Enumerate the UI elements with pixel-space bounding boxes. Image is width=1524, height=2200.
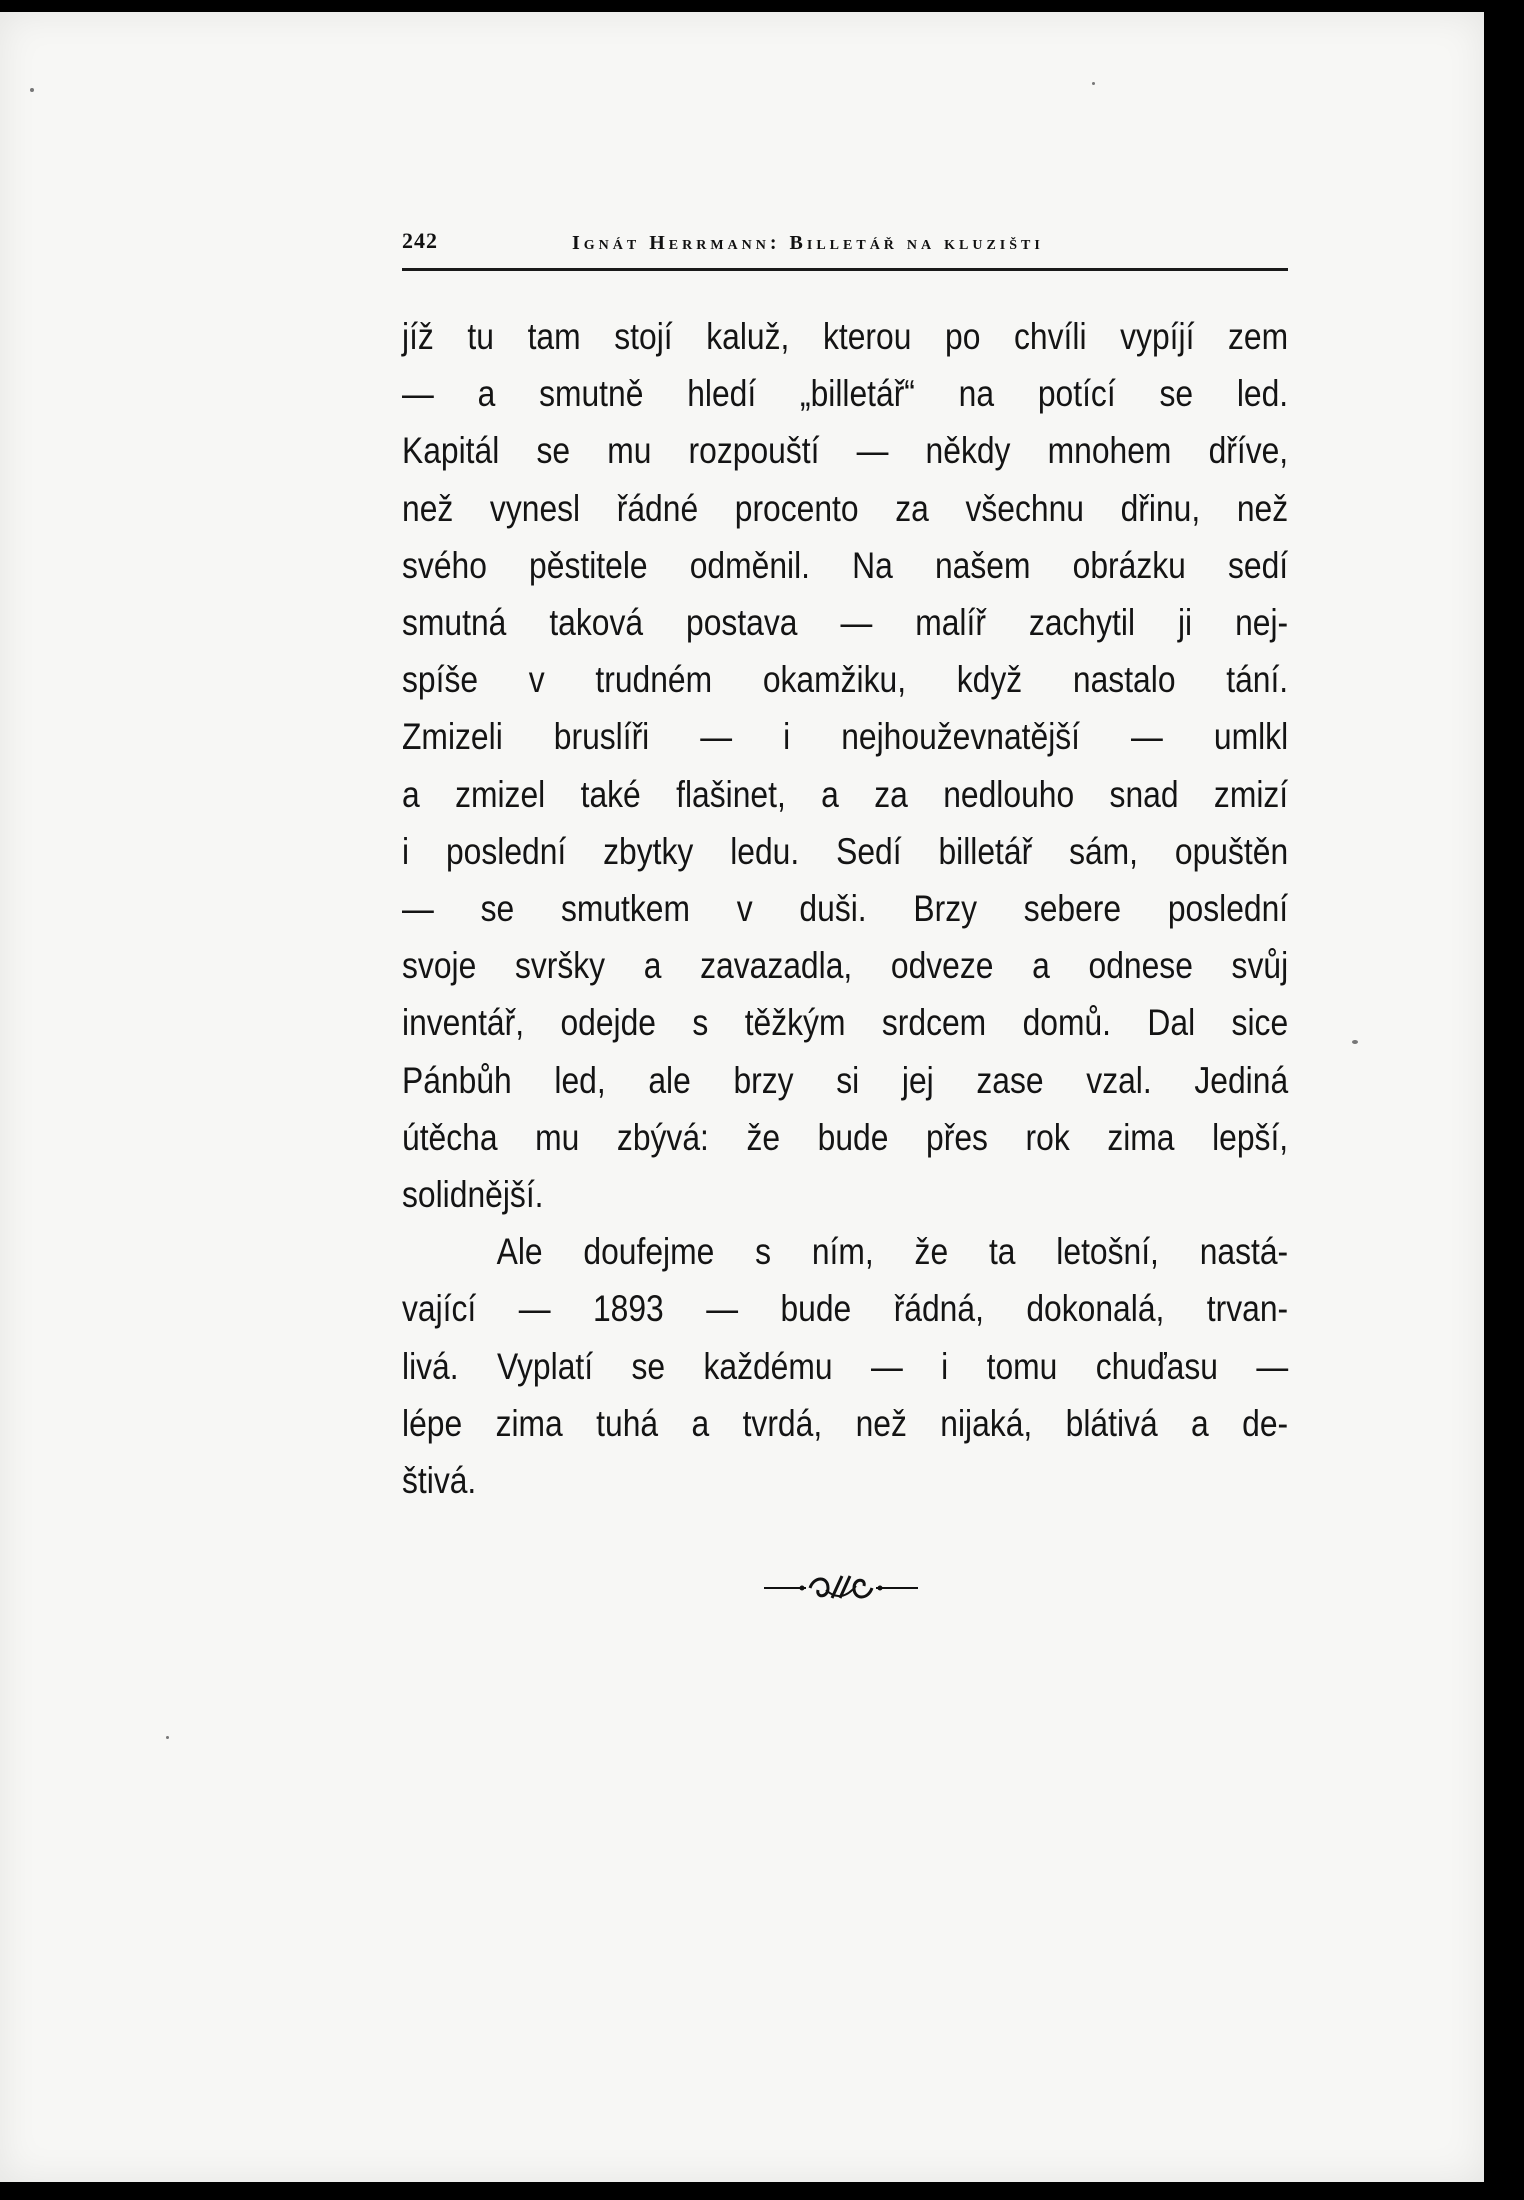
text-line: livá. Vyplatí se každému — i tomu chuďasu — bbox=[402, 1345, 1289, 1387]
text-line: spíše v trudném okamžiku, když nastalo tání. bbox=[402, 659, 1289, 701]
scan-border bbox=[1484, 0, 1524, 2200]
paper-speck bbox=[1092, 82, 1095, 85]
paragraph bbox=[402, 1223, 1288, 1509]
paper-speck bbox=[166, 1736, 169, 1739]
page-number: 242 bbox=[402, 228, 438, 253]
text-line: — a smutně hledí „billetář“ na potící se led. bbox=[402, 373, 1289, 415]
paper-speck bbox=[1352, 1040, 1358, 1044]
text-line: Kapitál se mu rozpouští — někdy mnohem dříve, bbox=[402, 430, 1289, 472]
text-line: inventář, odejde s těžkým srdcem domů. Dal sice bbox=[402, 1002, 1289, 1044]
paragraph bbox=[402, 308, 1288, 1223]
text-line: štivá. bbox=[402, 1460, 477, 1502]
paper-speck bbox=[30, 88, 34, 92]
text-line: Pánbůh led, ale brzy si jej zase vzal. Jediná bbox=[402, 1059, 1289, 1101]
running-head: Ignát Herrmann: Billetář na kluzišti bbox=[572, 232, 1044, 254]
text-line: útěcha mu zbývá: že bude přes rok zima lepší, bbox=[402, 1116, 1289, 1158]
text-line: svého pěstitele odměnil. Na našem obrázku sedí bbox=[402, 544, 1289, 586]
text-line: vající — 1893 — bude řádná, dokonalá, trvan- bbox=[402, 1288, 1289, 1330]
text-line: solidnější. bbox=[402, 1174, 544, 1216]
text-line: smutná taková postava — malíř zachytil ji nej- bbox=[402, 602, 1289, 644]
page-header bbox=[402, 224, 1288, 271]
text-line: — se smutkem v duši. Brzy sebere poslední bbox=[402, 888, 1289, 930]
text-line: a zmizel také flašinet, a za nedlouho snad zmizí bbox=[402, 773, 1289, 815]
text-line: jíž tu tam stojí kaluž, kterou po chvíli vypíjí zem bbox=[402, 316, 1289, 357]
text-line: Ale doufejme s ním, že ta letošní, nastá- bbox=[496, 1231, 1289, 1273]
body-text bbox=[402, 308, 1288, 1509]
text-line: než vynesl řádné procento za všechnu dřinu, než bbox=[402, 487, 1289, 529]
decorative-flourish-icon bbox=[762, 1568, 920, 1608]
text-line: i poslední zbytky ledu. Sedí billetář sám, opuštěn bbox=[402, 830, 1289, 872]
text-line: lépe zima tuhá a tvrdá, než nijaká, blátivá a de- bbox=[402, 1402, 1289, 1444]
text-line: svoje svršky a zavazadla, odveze a odnese svůj bbox=[402, 945, 1289, 987]
text-line: Zmizeli bruslíři — i nejhouževnatější — umlkl bbox=[402, 716, 1289, 758]
